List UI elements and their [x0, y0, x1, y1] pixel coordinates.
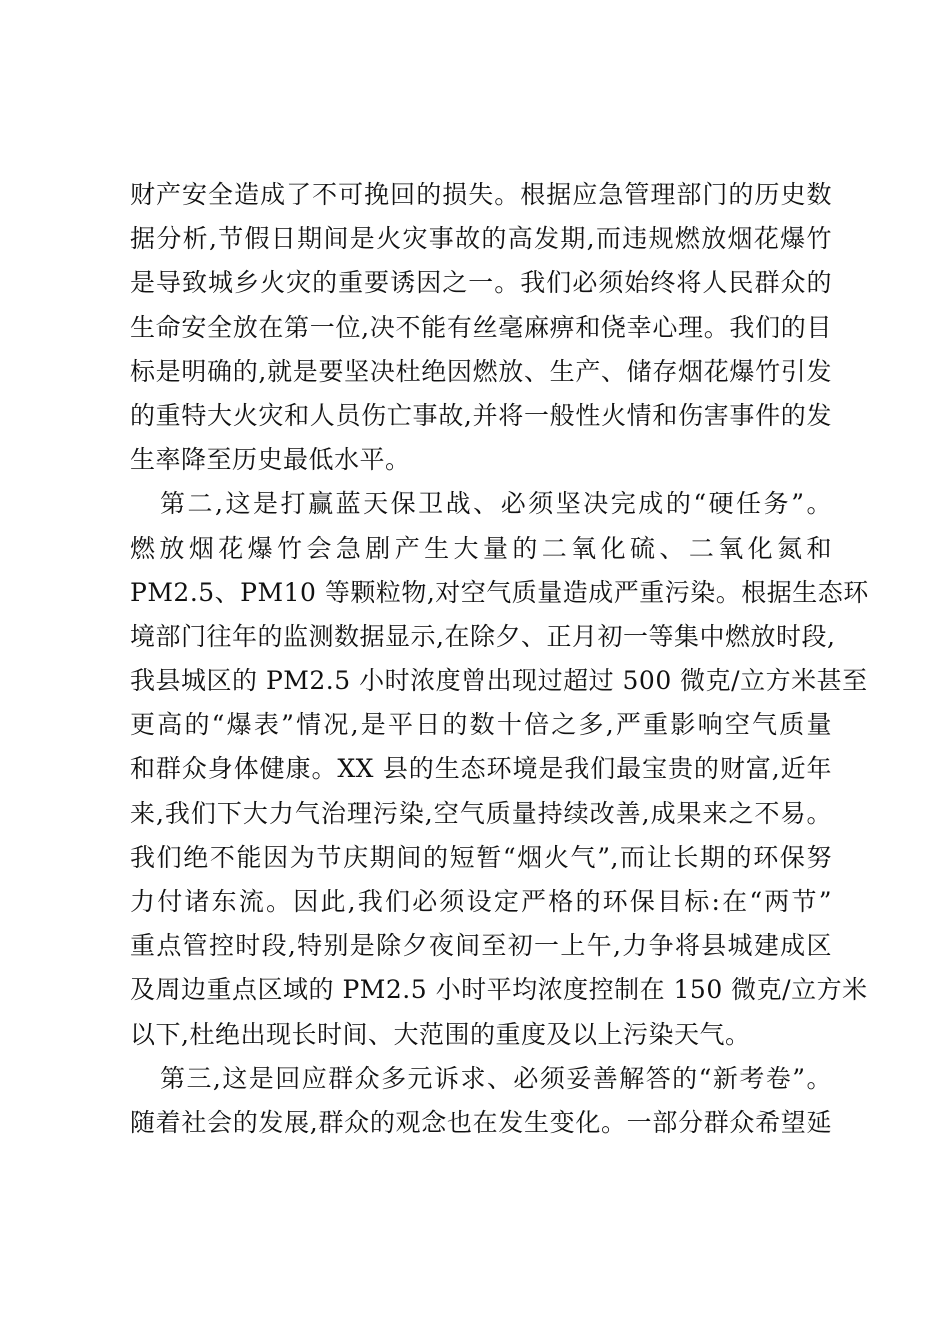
paragraph-2-line: 以下,杜绝出现长时间、大范围的重度及以上污染天气。	[130, 1019, 751, 1049]
paragraph-1-line: 标是明确的,就是要坚决杜绝因燃放、生产、储存烟花爆竹引发	[130, 356, 832, 386]
paragraph-2-line: 我县城区的 PM2.5 小时浓度曾出现过超过 500 微克/立方米甚至	[130, 666, 868, 696]
paragraph-2-line: 力付诸东流。因此,我们必须设定严格的环保目标:在“两节”	[130, 887, 832, 916]
paragraph-2-line: 我们绝不能因为节庆期间的短暂“烟火气”,而让长期的环保努	[130, 842, 832, 872]
paragraph-3-line: 第三,这是回应群众多元诉求、必须妥善解答的“新考卷”。	[160, 1063, 832, 1093]
paragraph-2-line: 来,我们下大力气治理污染,空气质量持续改善,成果来之不易。	[130, 798, 832, 828]
paragraph-3-line: 随着社会的发展,群众的观念也在发生变化。一部分群众希望延	[130, 1107, 832, 1137]
paragraph-1-line: 的重特大火灾和人员伤亡事故,并将一般性火情和伤害事件的发	[130, 400, 832, 430]
paragraph-1-line: 生率降至历史最低水平。	[130, 445, 411, 475]
paragraph-2-line: 燃放烟花爆竹会急剧产生大量的二氧化硫、二氧化氮和	[130, 533, 832, 563]
paragraph-2-line: 境部门往年的监测数据显示,在除夕、正月初一等集中燃放时段,	[130, 621, 836, 651]
paragraph-2-line: 第二,这是打赢蓝天保卫战、必须坚决完成的“硬任务”。	[160, 489, 832, 519]
paragraph-1-line: 是导致城乡火灾的重要诱因之一。我们必须始终将人民群众的	[130, 268, 832, 298]
paragraph-1-line: 财产安全造成了不可挽回的损失。根据应急管理部门的历史数	[130, 180, 832, 209]
paragraph-1-line: 据分析,节假日期间是火灾事故的高发期,而违规燃放烟花爆竹	[130, 224, 832, 254]
paragraph-2-line: 重点管控时段,特别是除夕夜间至初一上午,力争将县城建成区	[130, 931, 832, 961]
paragraph-1-line: 生命安全放在第一位,决不能有丝毫麻痹和侥幸心理。我们的目	[130, 312, 832, 342]
paragraph-2-line: 及周边重点区域的 PM2.5 小时平均浓度控制在 150 微克/立方米	[130, 975, 868, 1005]
paragraph-2-line: 和群众身体健康。XX 县的生态环境是我们最宝贵的财富,近年	[130, 754, 832, 784]
paragraph-2-line: 更高的“爆表”情况,是平日的数十倍之多,严重影响空气质量	[130, 710, 832, 740]
paragraph-2-line: PM2.5、PM10 等颗粒物,对空气质量造成严重污染。根据生态环	[130, 577, 869, 607]
body-text	[130, 173, 869, 1145]
